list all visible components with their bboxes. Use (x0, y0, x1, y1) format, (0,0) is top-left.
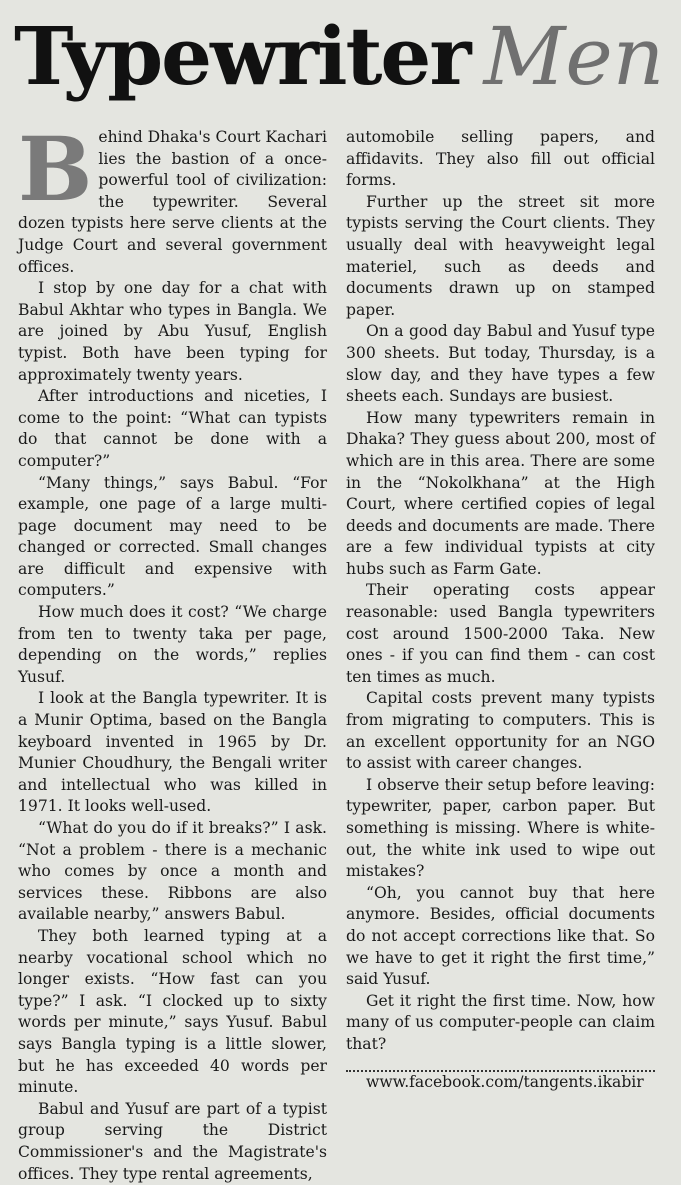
drop-cap: B (18, 117, 93, 221)
paragraph: “Oh, you cannot buy that here anymore. Besides, official documents do not accept corrections like that. So we have to get it right the first time,” said Yusuf. (346, 883, 655, 989)
article-title (14, 6, 664, 107)
paragraph: Capital costs prevent many typists from migrating to computers. This is an excellent opportunity for an NGO to assist with career changes. (346, 689, 655, 773)
paragraph: Further up the street sit more typists serving the Court clients. They usually deal with heavyweight legal materiel, such as deeds and documents drawn up on stamped paper. (346, 192, 655, 319)
paragraph: automobile selling papers, and affidavits. They also fill out official forms. (346, 128, 655, 190)
title-word-men: Men (483, 10, 665, 103)
title-word-typewriter: Typewriter (14, 9, 470, 103)
paragraph: How many typewriters remain in Dhaka? They guess about 200, most of which are in this area. There are some in the “Nokolkhana” at the High Court, where certified copies of legal deeds and documents are made. There are a few individual typists at city hubs such as Farm Gate. (346, 408, 655, 578)
paragraph: Behind Dhaka's Court Kachari lies the bastion of a once-powerful tool of civilization: the typewriter. Several dozen typists here serve clients at the Judge Court and several government offices. (18, 117, 327, 276)
paragraph: “Many things,” says Babul. “For example, one page of a large multi-page document may need to be changed or corrected. Small changes are difficult and expensive with computers.” (18, 473, 327, 600)
paragraph: How much does it cost? “We charge from ten to twenty taka per page, depending on the words,” replies Yusuf. (18, 603, 327, 686)
paragraph: On a good day Babul and Yusuf type 300 sheets. But today, Thursday, is a slow day, and they have types a few sheets each. Sundays are busiest. (346, 322, 655, 406)
right-column (346, 127, 655, 1093)
paragraph: Babul and Yusuf are part of a typist group serving the District Commissioner's and the Magistrate's offices. They type rental agreements, (18, 1099, 327, 1183)
left-column (18, 117, 327, 1185)
footer-url[interactable]: www.facebook.com/tangents.ikabir (366, 1072, 644, 1091)
paragraph: They both learned typing at a nearby vocational school which no longer exists. “How fast can you type?” I ask. “I clocked up to sixty words per minute,” says Yusuf. Babul says Bangla typing is a little slower, but he has exceeded 40 words per minute. (18, 926, 327, 1097)
paragraph: Get it right the first time. Now, how many of us computer-people can claim that? (346, 991, 655, 1053)
paragraph: “What do you do if it breaks?” I ask. “Not a problem - there is a mechanic who comes by once a month and services these. Ribbons are also available nearby,” answers Babul. (18, 819, 327, 924)
paragraph: After introductions and niceties, I come to the point: “What can typists do that cannot be done with a computer?” (18, 387, 327, 470)
paragraph: Their operating costs appear reasonable: used Bangla typewriters cost around 1500-2000 Taka. New ones - if you can find them - can cost ten times as much. (346, 581, 655, 686)
paragraph: I observe their setup before leaving: typewriter, paper, carbon paper. But something is missing. Where is white-out, the white ink used to wipe out mistakes? (346, 775, 655, 881)
paragraph: I look at the Bangla typewriter. It is a Munir Optima, based on the Bangla keyboard invented in 1965 by Dr. Munier Choudhury, the Bengali writer and intellectual who was killed in 1971. It looks well-used. (18, 689, 327, 816)
paragraph: I stop by one day for a chat with Babul Akhtar who types in Bangla. We are joined by Abu Yusuf, English typist. Both have been typing for approximately twenty years. (18, 279, 327, 384)
